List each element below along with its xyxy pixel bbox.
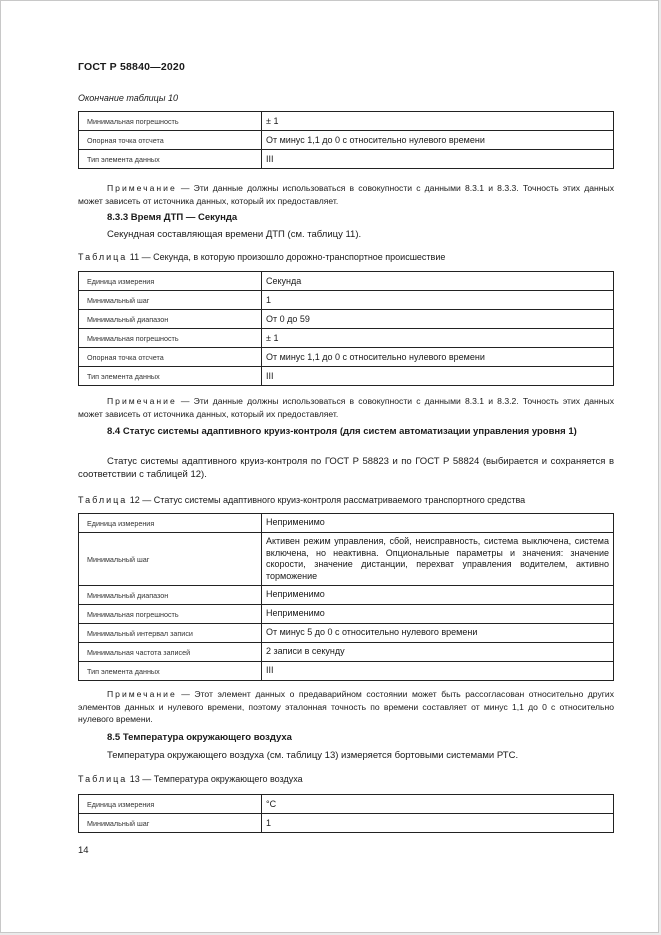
table-12: [78, 513, 614, 681]
table-label: Таблица: [78, 252, 128, 262]
note-text: — Эти данные должны использоваться в совокупности с данными 8.3.1 и 8.3.2. Точность этих данных может зависеть от источника данных, который их предоставляет.: [78, 396, 614, 419]
param-cell: Минимальная погрешность: [79, 112, 262, 131]
value-cell: Неприменимо: [262, 586, 614, 605]
value-cell: 1: [262, 291, 614, 310]
table-row: [79, 150, 614, 169]
param-cell: Минимальный диапазон: [79, 310, 262, 329]
param-cell: Тип элемента данных: [79, 150, 262, 169]
section-8-4-heading: 8.4 Статус системы адаптивного круиз-контроля (для систем автоматизации управления уровня 1): [107, 426, 577, 437]
note-text: — Эти данные должны использоваться в совокупности с данными 8.3.1 и 8.3.3. Точность этих данных может зависеть от источника данных, который их предоставляет.: [78, 183, 614, 206]
standard-header: ГОСТ Р 58840—2020: [78, 61, 186, 73]
param-cell: Минимальный шаг: [79, 533, 262, 586]
table10-caption: Окончание таблицы 10: [78, 93, 178, 103]
section-8-5-text: Температура окружающего воздуха (см. таблицу 13) измеряется бортовыми системами РТС.: [107, 750, 519, 761]
table-13: [78, 794, 614, 833]
value-cell: III: [262, 662, 614, 681]
table-row: [79, 795, 614, 814]
param-cell: Единица измерения: [79, 514, 262, 533]
param-cell: Опорная точка отсчета: [79, 348, 262, 367]
table-row: [79, 643, 614, 662]
table-row: [79, 112, 614, 131]
table13-caption: [78, 774, 303, 784]
page-number: 14: [78, 845, 89, 856]
param-cell: Единица измерения: [79, 272, 262, 291]
value-cell: От 0 до 59: [262, 310, 614, 329]
note-label: Примечание: [107, 183, 177, 193]
table12-caption: [78, 495, 525, 505]
table-row: [79, 329, 614, 348]
value-cell: От минус 1,1 до 0 с относительно нулевого времени: [262, 348, 614, 367]
table-row: [79, 310, 614, 329]
table-row: [79, 533, 614, 586]
table-label: Таблица: [78, 495, 128, 505]
table-10: [78, 111, 614, 169]
value-cell: ± 1: [262, 112, 614, 131]
note-2: [78, 395, 614, 420]
table11-caption: [78, 252, 445, 262]
param-cell: Минимальный шаг: [79, 291, 262, 310]
value-cell: Активен режим управления, сбой, неисправность, система выключена, система включена, но неактивна. Опциональные параметры и значения: значение скорости, значение дистанции, перехват управления водителем, активно торможение: [262, 533, 614, 586]
note-1: [78, 182, 614, 207]
section-8-3-3-heading: 8.3.3 Время ДТП — Секунда: [107, 212, 238, 223]
param-cell: Тип элемента данных: [79, 367, 262, 386]
note-text: — Этот элемент данных о предаварийном состоянии может быть рассогласован относительно других элементов данных и нулевого времени, поэтому эталонная точность по времени составляет от минус 1,1 до 0 с относительно нулевого времени.: [78, 689, 614, 724]
value-cell: Неприменимо: [262, 514, 614, 533]
note-label: Примечание: [107, 396, 177, 406]
value-cell: 2 записи в секунду: [262, 643, 614, 662]
table-caption-text: 13 — Температура окружающего воздуха: [127, 774, 303, 784]
table-11: [78, 271, 614, 386]
param-cell: Тип элемента данных: [79, 662, 262, 681]
value-cell: 1: [262, 814, 614, 833]
param-cell: Опорная точка отсчета: [79, 131, 262, 150]
value-cell: Секунда: [262, 272, 614, 291]
value-cell: ± 1: [262, 329, 614, 348]
value-cell: От минус 1,1 до 0 с относительно нулевого времени: [262, 131, 614, 150]
note-3: [78, 688, 614, 726]
table-row: [79, 814, 614, 833]
value-cell: III: [262, 150, 614, 169]
section-8-5-heading: 8.5 Температура окружающего воздуха: [107, 732, 292, 743]
param-cell: Минимальная погрешность: [79, 605, 262, 624]
table-caption-text: 12 — Статус системы адаптивного круиз-контроля рассматриваемого транспортного средства: [127, 495, 526, 505]
table-row: [79, 348, 614, 367]
table-row: [79, 586, 614, 605]
note-label: Примечание: [107, 689, 177, 699]
value-cell: °C: [262, 795, 614, 814]
table-row: [79, 131, 614, 150]
value-cell: III: [262, 367, 614, 386]
param-cell: Единица измерения: [79, 795, 262, 814]
table-row: [79, 291, 614, 310]
table-caption-text: 11 — Секунда, в которую произошло дорожно-транспортное происшествие: [127, 252, 446, 262]
table-row: [79, 367, 614, 386]
value-cell: От минус 5 до 0 с относительно нулевого времени: [262, 624, 614, 643]
param-cell: Минимальная частота записей: [79, 643, 262, 662]
table-row: [79, 624, 614, 643]
param-cell: Минимальный шаг: [79, 814, 262, 833]
param-cell: Минимальный интервал записи: [79, 624, 262, 643]
param-cell: Минимальный диапазон: [79, 586, 262, 605]
table-label: Таблица: [78, 774, 128, 784]
value-cell: Неприменимо: [262, 605, 614, 624]
section-8-3-3-text: Секундная составляющая времени ДТП (см. таблицу 11).: [107, 229, 362, 240]
table-row: [79, 272, 614, 291]
section-8-4-text: Статус системы адаптивного круиз-контроля по ГОСТ Р 58823 и по ГОСТ Р 58824 (выбирается и сохраняется в соответствии с таблицей 12).: [78, 456, 614, 480]
table-row: [79, 605, 614, 624]
table-row: [79, 662, 614, 681]
table-row: [79, 514, 614, 533]
param-cell: Минимальная погрешность: [79, 329, 262, 348]
